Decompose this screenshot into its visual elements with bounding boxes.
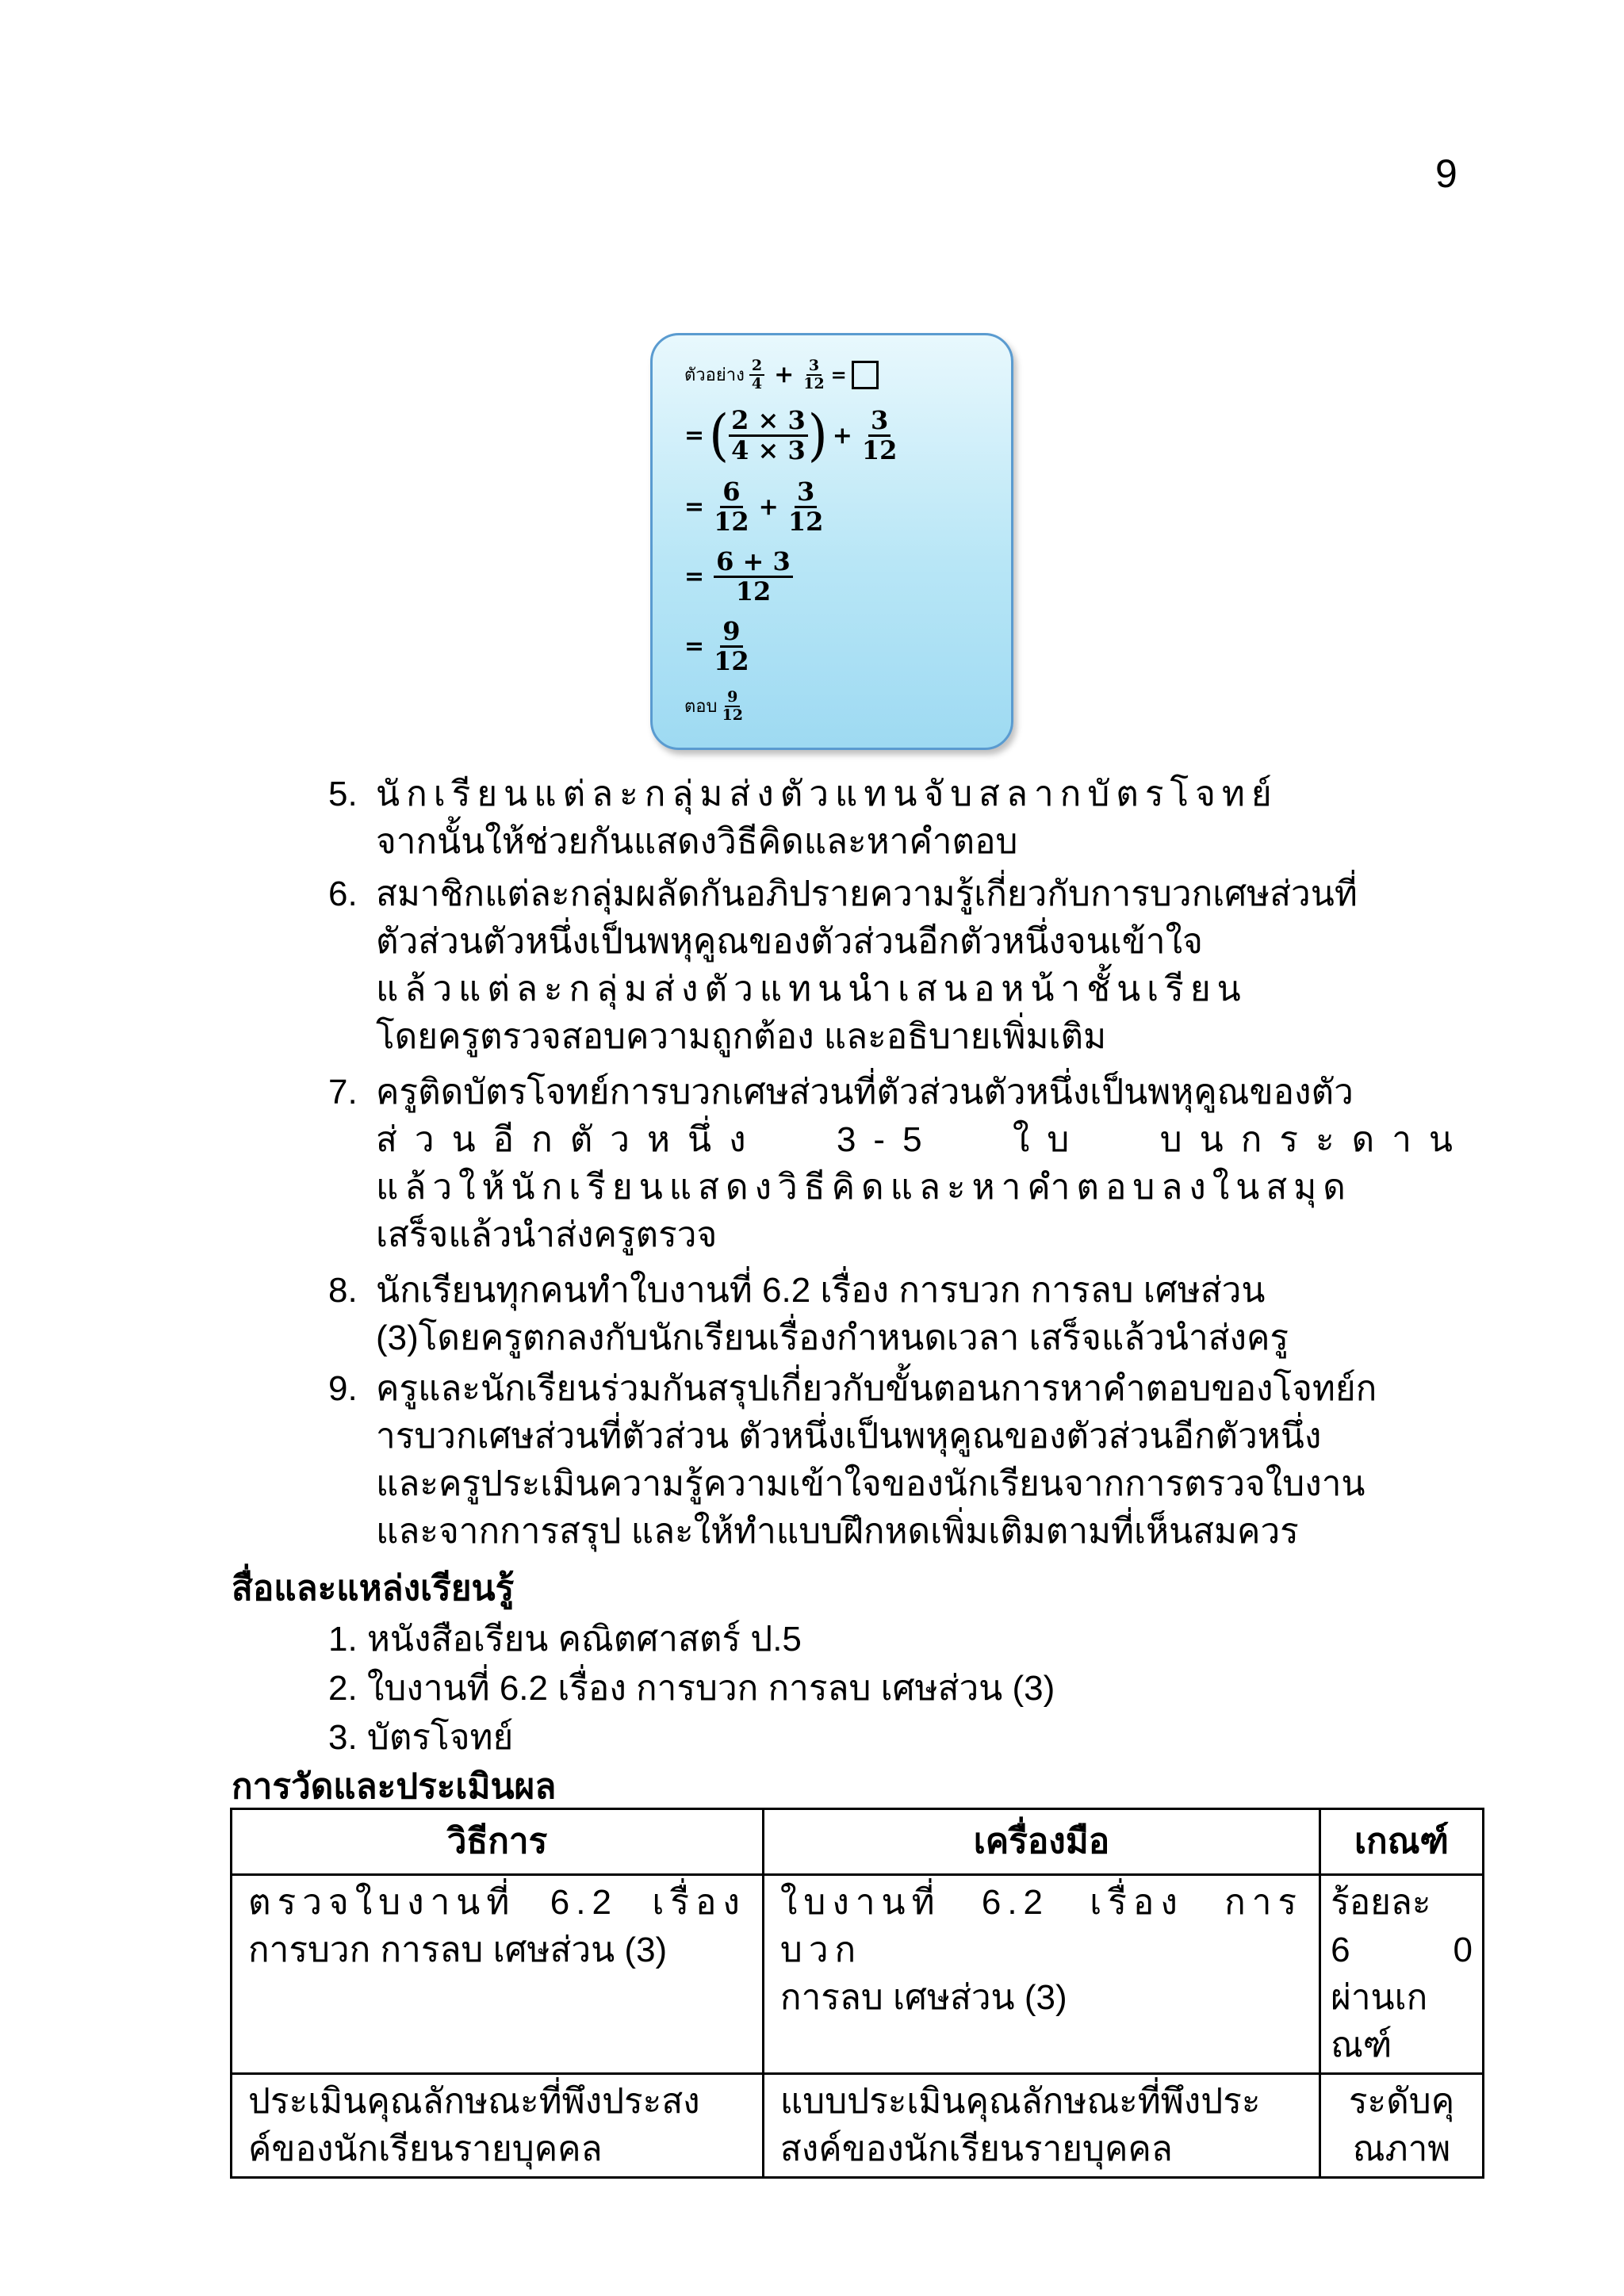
fraction xyxy=(722,689,742,724)
cell-line: ระดับคุ xyxy=(1348,2082,1455,2121)
media-item-2: 2. ใบงานที่ 6.2 เรื่อง การบวก การลบ เศษส่วน (3) xyxy=(328,1669,1055,1708)
step-8 xyxy=(328,1267,1470,1362)
denominator: 12 xyxy=(722,706,743,724)
tool-cell xyxy=(763,1875,1320,2074)
denominator: 12 xyxy=(803,374,825,392)
numerator: 3 xyxy=(868,407,891,437)
step-number: 5. xyxy=(328,775,358,813)
header-method: วิธีการ xyxy=(232,1809,764,1875)
fraction xyxy=(788,478,824,536)
step-line: สมาชิกแต่ละกลุ่มผลัดกันอภิปรายความรู้เกี่ยวกับการบวกเศษส่วนที่ xyxy=(376,874,1358,913)
header-tool: เครื่องมือ xyxy=(763,1809,1320,1875)
method-cell xyxy=(232,2074,764,2178)
table-row xyxy=(232,2074,1484,2178)
cell-line: ร้อยละ xyxy=(1331,1883,1431,1922)
cell-line: ใบงานที่ 6.2 เรื่อง การบวก xyxy=(779,1883,1304,1969)
step-line: เสร็จแล้วนำส่งครูตรวจ xyxy=(376,1215,718,1254)
cell-line: สงค์ของนักเรียนรายบุคคล xyxy=(779,2130,1173,2168)
numerator: 6 + 3 xyxy=(714,548,793,578)
numerator: 3 xyxy=(795,478,817,508)
fraction xyxy=(749,358,764,392)
cell-line: ณภาพ xyxy=(1352,2130,1451,2168)
numerator: 6 xyxy=(720,478,742,508)
right-paren: ) xyxy=(807,403,828,469)
step-number: 8. xyxy=(328,1271,358,1310)
media-item-3: 3. บัตรโจทย์ xyxy=(328,1718,514,1757)
fraction xyxy=(729,407,808,465)
example-row-3 xyxy=(684,478,828,536)
step-line: แล้วแต่ละกลุ่มส่งตัวแทนนำเสนอหน้าชั้นเรียน xyxy=(376,970,1247,1008)
equals-sign: = xyxy=(684,633,705,661)
plus-sign: + xyxy=(774,361,795,389)
numerator: 2 × 3 xyxy=(729,407,808,437)
cell-line: ผ่านเก xyxy=(1331,1978,1428,2017)
fraction xyxy=(714,478,749,536)
step-line: จากนั้นให้ช่วยกันแสดงวิธีคิดและหาคำตอบ xyxy=(376,822,1018,861)
cell-line: ตรวจใบงานที่ 6.2 เรื่อง xyxy=(248,1883,746,1922)
step-line: แล้วให้นักเรียนแสดงวิธีคิดและหาคำตอบลงในสมุด xyxy=(376,1168,1352,1207)
step-9 xyxy=(328,1365,1470,1556)
cell-line: 6 0 xyxy=(1331,1931,1473,1969)
method-cell xyxy=(232,1875,764,2074)
step-line: (3)โดยครูตกลงกับนักเรียนเรื่องกำหนดเวลา เสร็จแล้วนำส่งครู xyxy=(376,1318,1289,1357)
denominator: 4 xyxy=(751,374,763,392)
fraction xyxy=(803,358,824,392)
denominator: 12 xyxy=(861,435,898,466)
example-row-4 xyxy=(684,548,798,606)
media-item-1: 1. หนังสือเรียน คณิตศาสตร์ ป.5 xyxy=(328,1620,802,1659)
step-line: ครูและนักเรียนร่วมกันสรุปเกี่ยวกับขั้นตอนการหาคำตอบของโจทย์ก xyxy=(376,1369,1377,1408)
example-row-2 xyxy=(684,403,902,469)
equals-sign: = xyxy=(684,493,705,522)
example-row-5 xyxy=(684,618,754,675)
numerator: 2 xyxy=(749,358,764,376)
answer-box-icon xyxy=(852,361,879,389)
step-line: ส่วนอีกตัวหนึ่ง 3-5 ใบ บนกระดาน xyxy=(376,1120,1470,1159)
denominator: 12 xyxy=(787,507,824,538)
media-heading: สื่อและแหล่งเรียนรู้ xyxy=(232,1569,515,1608)
page-number: 9 xyxy=(1435,151,1457,196)
plus-sign: + xyxy=(758,493,779,522)
fraction xyxy=(714,618,749,675)
equals-sign: = xyxy=(684,563,705,591)
step-number: 6. xyxy=(328,874,358,913)
step-5 xyxy=(328,771,1470,866)
left-paren: ( xyxy=(709,403,730,469)
denominator: 4 × 3 xyxy=(731,435,806,466)
criteria-cell xyxy=(1320,2074,1484,2178)
numerator: 3 xyxy=(806,358,822,376)
cell-line: ประเมินคุณลักษณะที่พึงประสง xyxy=(248,2082,700,2121)
plus-sign: + xyxy=(832,422,852,450)
table-row xyxy=(232,1875,1484,2074)
header-criteria: เกณฑ์ xyxy=(1320,1809,1484,1875)
step-line: โดยครูตรวจสอบความถูกต้อง และอธิบายเพิ่มเติม xyxy=(376,1017,1107,1056)
example-box xyxy=(650,333,1013,750)
step-line: ารบวกเศษส่วนที่ตัวส่วน ตัวหนึ่งเป็นพหุคูณของตัวส่วนอีกตัวหนึ่ง xyxy=(376,1417,1322,1456)
answer-label: ตอบ xyxy=(684,697,718,718)
step-line: นักเรียนทุกคนทำใบงานที่ 6.2 เรื่อง การบวก การลบ เศษส่วน xyxy=(376,1271,1266,1310)
fraction xyxy=(714,548,793,606)
cell-line: การลบ เศษส่วน (3) xyxy=(779,1978,1067,2017)
assessment-heading: การวัดและประเมินผล xyxy=(232,1767,557,1806)
cell-line: แบบประเมินคุณลักษณะที่พึงประ xyxy=(779,2082,1261,2121)
denominator: 12 xyxy=(714,507,749,538)
equals-sign: = xyxy=(830,363,847,387)
step-line: ครูติดบัตรโจทย์การบวกเศษส่วนที่ตัวส่วนตัวหนึ่งเป็นพหุคูณของตัว xyxy=(376,1073,1354,1112)
step-7 xyxy=(328,1069,1470,1259)
step-number: 7. xyxy=(328,1073,358,1112)
assessment-table xyxy=(230,1808,1484,2179)
table-header-row xyxy=(232,1809,1484,1875)
example-row-answer xyxy=(684,689,748,724)
step-line: และจากการสรุป และให้ทำแบบฝึกหดเพิ่มเติมตามที่เห็นสมควร xyxy=(376,1512,1299,1551)
criteria-cell xyxy=(1320,1875,1484,2074)
cell-line: การบวก การลบ เศษส่วน (3) xyxy=(248,1931,668,1969)
example-label: ตัวอย่าง xyxy=(684,365,745,386)
cell-line: ค์ของนักเรียนรายบุคคล xyxy=(248,2130,603,2168)
step-6 xyxy=(328,871,1470,1061)
step-line: และครูประเมินความรู้ความเข้าใจของนักเรียนจากการตรวจใบงาน xyxy=(376,1464,1365,1503)
tool-cell xyxy=(763,2074,1320,2178)
numerator: 9 xyxy=(720,618,742,648)
fraction xyxy=(862,407,898,465)
step-line: ตัวส่วนตัวหนึ่งเป็นพหุคูณของตัวส่วนอีกตัวหนึ่งจนเข้าใจ xyxy=(376,922,1203,961)
denominator: 12 xyxy=(714,646,749,677)
equals-sign: = xyxy=(684,422,705,450)
cell-line: ณฑ์ xyxy=(1331,2026,1392,2064)
numerator: 9 xyxy=(725,689,740,707)
example-row-1 xyxy=(684,358,879,392)
step-line: นักเรียนแต่ละกลุ่มส่งตัวแทนจับสลากบัตรโจทย์ xyxy=(376,775,1278,813)
step-number: 9. xyxy=(328,1369,358,1408)
denominator: 12 xyxy=(735,576,772,607)
